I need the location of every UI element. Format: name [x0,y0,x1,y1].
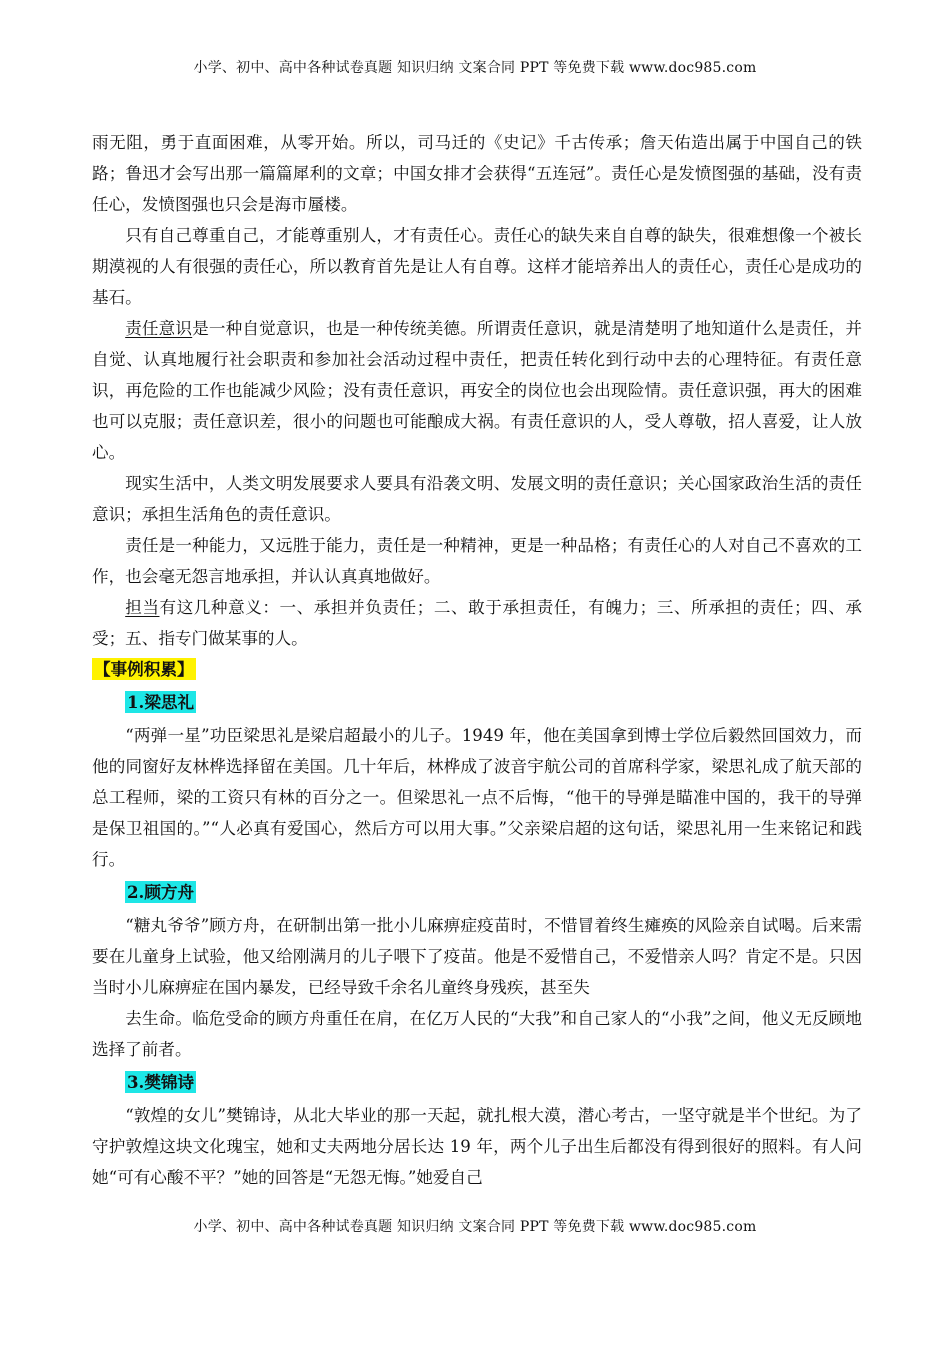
paragraph: 现实生活中，人类文明发展要求人要具有沿袭文明、发展文明的责任意识；关心国家政治生活的责任意识；承担生活角色的责任意识。 [92,474,862,524]
paragraph: 雨无阻，勇于直面困难，从零开始。所以，司马迁的《史记》千古传承；詹天佑造出属于中国自己的铁路；鲁迅才会写出那一篇篇犀利的文章；中国女排才会获得“五连冠”。责任心是发愤图强的基础，没有责任心，发愤图强也只会是海市蜃楼。 [92,133,862,214]
case-paragraph: “糖丸爷爷”顾方舟，在研制出第一批小儿麻痹症疫苗时，不惜冒着终生瘫痪的风险亲自试喝。后来需要在儿童身上试验，他又给刚满月的儿子喂下了疫苗。他是不爱惜自己，不爱惜亲人吗？肯定不是。只因当时小儿麻痹症在国内暴发，已经导致千余名儿童终身残疾，甚至失 [92,916,862,997]
case-title: 3.樊锦诗 [127,1072,195,1092]
case-heading [92,877,862,908]
case-title: 2.顾方舟 [127,882,195,902]
paragraph [92,313,862,468]
paragraph: 只有自己尊重自己，才能尊重别人，才有责任心。责任心的缺失来自自尊的缺失，很难想像一个被长期漠视的人有很强的责任心，所以教育首先是让人有自尊。这样才能培养出人的责任心，责任心是成功的基石。 [92,226,862,307]
paragraph-text: 是一种自觉意识，也是一种传统美德。所谓责任意识，就是清楚明了地知道什么是责任，并自觉、认真地履行社会职责和参加社会活动过程中责任，把责任转化到行动中去的心理特征。有责任意识，再危险的工作也能减少风险；没有责任意识，再安全的岗位也会出现险情。责任意识强，再大的困难也可以克服；责任意识差，很小的问题也可能酿成大祸。有责任意识的人，受人尊敬，招人喜爱，让人放心。 [92,319,863,462]
term-responsibility-awareness: 责任意识 [125,319,193,338]
case-title: 1.梁思礼 [127,692,195,712]
case-paragraph: 去生命。临危受命的顾方舟重任在肩，在亿万人民的“大我”和自己家人的“小我”之间，他义无反顾地选择了前者。 [92,1009,862,1059]
case-heading [92,1067,862,1098]
page-footer: 小学、初中、高中各种试卷真题 知识归纳 文案合同 PPT 等免费下载 www.doc985.com [193,1219,757,1235]
case-paragraph: “两弹一星”功臣梁思礼是梁启超最小的儿子。1949 年，他在美国拿到博士学位后毅然回国效力，而他的同窗好友林桦选择留在美国。几十年后，林桦成了波音宇航公司的首席科学家，梁思礼成了航天部的总工程师，梁的工资只有林的百分之一。但梁思礼一点不后悔，“他干的导弹是瞄准中国的，我干的导弹是保卫祖国的。”“人必真有爱国心，然后方可以用大事。”父亲梁启超的这句话，梁思礼用一生来铭记和践行。 [92,726,862,869]
case-paragraph: “敦煌的女儿”樊锦诗，从北大毕业的那一天起，就扎根大漠，潜心考古，一坚守就是半个世纪。为了守护敦煌这块文化瑰宝，她和丈夫两地分居长达 19 年，两个儿子出生后都没有得到很好的照料。有人问她“可有心酸不平？”她的回答是“无怨无悔。”她爱自己 [92,1106,862,1187]
paragraph-text: 有这几种意义：一、承担并负责任；二、敢于承担责任，有魄力；三、所承担的责任；四、承受；五、指专门做某事的人。 [92,598,862,648]
document-body [92,127,862,1193]
paragraph [92,592,862,654]
case-heading [92,687,862,718]
section-heading [92,654,862,685]
term-dandang: 担当 [125,598,160,617]
section-title: 【事例积累】 [94,659,194,679]
paragraph: 责任是一种能力，又远胜于能力，责任是一种精神，更是一种品格；有责任心的人对自己不喜欢的工作，也会毫无怨言地承担，并认认真真地做好。 [92,536,862,586]
page-header: 小学、初中、高中各种试卷真题 知识归纳 文案合同 PPT 等免费下载 www.doc985.com [193,60,757,76]
